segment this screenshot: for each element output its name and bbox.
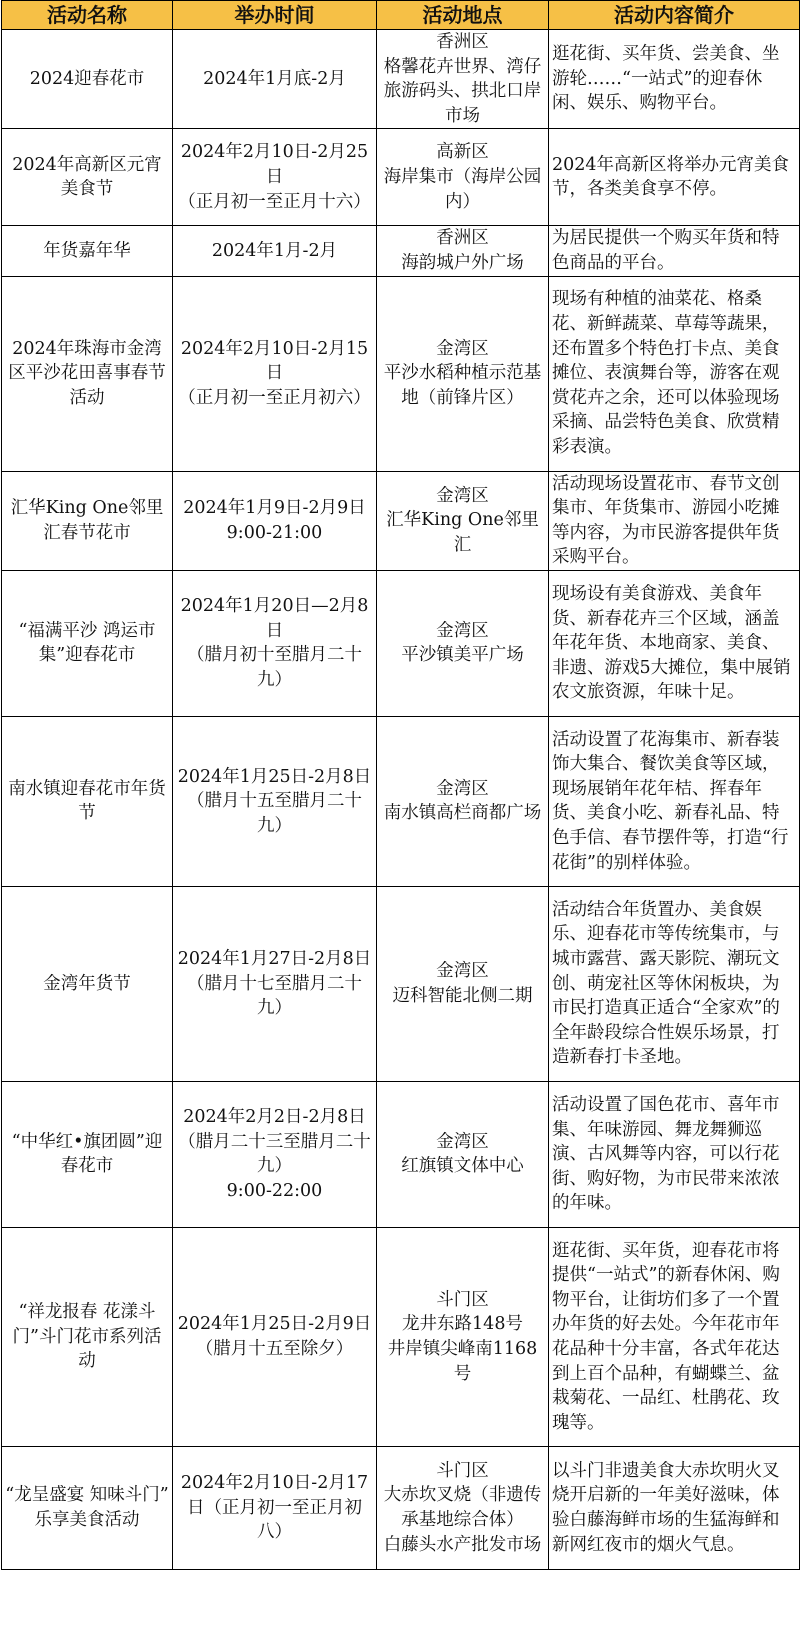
cell-location-text: 金湾区 汇华King One邻里汇 xyxy=(386,485,539,556)
cell-desc-text: 为居民提供一个购买年货和特色商品的平台。 xyxy=(552,228,780,273)
cell-name xyxy=(2,886,173,1081)
table-row xyxy=(2,716,800,886)
cell-location xyxy=(377,1227,549,1446)
table-row xyxy=(2,30,800,129)
cell-desc xyxy=(549,276,800,471)
cell-time xyxy=(173,129,377,226)
cell-location xyxy=(377,276,549,471)
cell-time-text: 2024年1月27日-2月8日 （腊月十七至腊月二十九） xyxy=(177,949,372,1019)
header-location: 活动地点 xyxy=(377,1,549,30)
cell-desc-text: 以斗门非遗美食大赤坎明火叉烧开启新的一年美好滋味，体验白藤海鲜市场的生猛海鲜和新网红夜市的烟火气息。 xyxy=(552,1460,780,1555)
table-row xyxy=(2,129,800,226)
cell-time xyxy=(173,570,377,716)
cell-desc xyxy=(549,1446,800,1569)
cell-desc xyxy=(549,471,800,570)
cell-location xyxy=(377,30,549,129)
cell-location xyxy=(377,129,549,226)
cell-time-text: 2024年2月10日-2月15日 （正月初一至正月初六） xyxy=(178,338,371,408)
cell-name xyxy=(2,1446,173,1569)
cell-time-text: 2024年1月-2月 xyxy=(211,240,338,261)
cell-location xyxy=(377,1446,549,1569)
cell-desc xyxy=(549,1227,800,1446)
header-desc: 活动内容简介 xyxy=(549,1,800,30)
cell-desc-text: 活动现场设置花市、春节文创集市、年货集市、游园小吃摊等内容，为市民游客提供年货采购平台。 xyxy=(552,473,780,568)
cell-desc-text: 逛花街、买年货、尝美食、坐游轮……“一站式”的迎春休闲、娱乐、购物平台。 xyxy=(552,44,780,114)
cell-desc-text: 活动设置了国色花市、喜年市集、年味游园、舞龙舞狮巡演、古风舞等内容，可以行花街、购好物，为市民带来浓浓的年味。 xyxy=(552,1094,780,1214)
cell-location xyxy=(377,886,549,1081)
cell-location-text: 斗门区 大赤坎叉烧（非遗传承基地综合体） 白藤头水产批发市场 xyxy=(383,1460,542,1555)
table-row xyxy=(2,1081,800,1227)
cell-name-text: 年货嘉年华 xyxy=(43,240,131,261)
cell-time xyxy=(173,471,377,570)
table-row xyxy=(2,226,800,276)
cell-name xyxy=(2,276,173,471)
cell-time xyxy=(173,1446,377,1569)
cell-name xyxy=(2,1081,173,1227)
table-row xyxy=(2,276,800,471)
cell-location xyxy=(377,226,549,276)
cell-name-text: 南水镇迎春花市年货节 xyxy=(8,778,166,824)
cell-time xyxy=(173,886,377,1081)
table-row xyxy=(2,1227,800,1446)
cell-location xyxy=(377,471,549,570)
cell-desc-text: 2024年高新区将举办元宵美食节，各类美食享不停。 xyxy=(552,154,790,200)
cell-name xyxy=(2,471,173,570)
table-row xyxy=(2,886,800,1081)
cell-time-text: 2024年1月25日-2月9日 （腊月十五至除夕） xyxy=(177,1314,372,1359)
cell-name xyxy=(2,30,173,129)
cell-time xyxy=(173,1081,377,1227)
cell-location xyxy=(377,1081,549,1227)
table-row xyxy=(2,1446,800,1569)
cell-time xyxy=(173,276,377,471)
cell-location xyxy=(377,716,549,886)
cell-time-text: 2024年1月20日—2月8日 （腊月初十至腊月二十九） xyxy=(180,596,369,691)
cell-name-text: “福满平沙 鸿运市集”迎春花市 xyxy=(18,620,156,666)
header-name: 活动名称 xyxy=(2,1,173,30)
cell-name xyxy=(2,1227,173,1446)
cell-name xyxy=(2,226,173,276)
cell-location-text: 金湾区 南水镇高栏商都广场 xyxy=(383,778,542,824)
cell-desc-text: 逛花街、买年货，迎春花市将提供“一站式”的新春休闲、购物平台，让街坊们多了一个置办年货的好去处。今年花市年花品种十分丰富，各式年花达到上百个品种，有蝴蝶兰、盆栽菊花、一品红、杜鹃花、玫瑰等。 xyxy=(552,1240,780,1433)
cell-time xyxy=(173,1227,377,1446)
cell-time-text: 2024年1月9日-2月9日 9:00-21:00 xyxy=(183,498,366,543)
table-row xyxy=(2,570,800,716)
cell-name-text: “祥龙报春 花漾斗门”斗门花市系列活动 xyxy=(12,1302,162,1372)
cell-time-text: 2024年1月底-2月 xyxy=(203,68,346,89)
cell-name-text: “龙呈盛宴 知味斗门” 乐享美食活动 xyxy=(5,1485,169,1530)
cell-desc-text: 活动结合年货置办、美食娱乐、迎春花市等传统集市，与城市露营、露天影院、潮玩文创、萌宠社区等休闲板块，为市民打造真正适合“全家欢”的全年龄段综合性娱乐场景，打造新春打卡圣地。 xyxy=(552,899,780,1068)
cell-desc xyxy=(549,886,800,1081)
cell-desc xyxy=(549,570,800,716)
cell-name-text: 汇华King One邻里汇春节花市 xyxy=(10,498,164,543)
cell-location-text: 斗门区 龙井东路148号 井岸镇尖峰南1168号 xyxy=(387,1289,538,1384)
cell-location-text: 香洲区 海韵城户外广场 xyxy=(401,228,524,273)
header-row xyxy=(2,1,800,30)
table-row xyxy=(2,471,800,570)
cell-desc-text: 现场设有美食游戏、美食年货、新春花卉三个区域，涵盖年花年货、本地商家、美食、非遗、游戏5大摊位，集中展销农文旅资源，年味十足。 xyxy=(552,583,791,703)
cell-name-text: “中华红•旗团圆”迎春花市 xyxy=(11,1131,163,1177)
cell-location-text: 金湾区 平沙镇美平广场 xyxy=(401,620,524,666)
cell-location-text: 金湾区 迈科智能北侧二期 xyxy=(392,961,533,1006)
cell-location xyxy=(377,570,549,716)
cell-location-text: 金湾区 红旗镇文体中心 xyxy=(401,1131,524,1177)
cell-desc xyxy=(549,1081,800,1227)
cell-time-text: 2024年2月10日-2月25日 （正月初一至正月十六） xyxy=(178,142,371,212)
cell-desc xyxy=(549,226,800,276)
cell-time xyxy=(173,716,377,886)
cell-desc xyxy=(549,129,800,226)
cell-name-text: 2024年高新区元宵美食节 xyxy=(12,154,162,200)
cell-name xyxy=(2,716,173,886)
cell-name-text: 2024年珠海市金湾区平沙花田喜事春节活动 xyxy=(8,338,166,408)
cell-desc-text: 活动设置了花海集市、新春装饰大集合、餐饮美食等区域，现场展销年花年桔、挥春年货、美食小吃、新春礼品、特色手信、春节摆件等，打造“行花街”的别样体验。 xyxy=(552,729,789,873)
cell-time-text: 2024年2月2日-2月8日 （腊月二十三至腊月二十九） 9:00-22:00 xyxy=(178,1107,371,1202)
cell-desc xyxy=(549,30,800,129)
cell-name-text: 2024迎春花市 xyxy=(29,68,145,89)
cell-time-text: 2024年1月25日-2月8日 （腊月十五至腊月二十九） xyxy=(177,766,372,836)
cell-name xyxy=(2,570,173,716)
table-body xyxy=(2,30,800,1570)
cell-time xyxy=(173,226,377,276)
cell-location-text: 香洲区 格馨花卉世界、湾仔旅游码头、拱北口岸市场 xyxy=(383,32,542,126)
header-time: 举办时间 xyxy=(173,1,377,30)
cell-location-text: 高新区 海岸集市（海岸公园内） xyxy=(383,142,542,212)
activity-table xyxy=(1,0,800,1570)
cell-time xyxy=(173,30,377,129)
cell-desc xyxy=(549,716,800,886)
cell-name xyxy=(2,129,173,226)
cell-name-text: 金湾年货节 xyxy=(43,973,131,994)
cell-desc-text: 现场有种植的油菜花、格桑花、新鲜蔬菜、草莓等蔬果，还布置多个特色打卡点、美食摊位、表演舞台等，游客在观赏花卉之余，还可以体验现场采摘、品尝特色美食、欣赏精彩表演。 xyxy=(552,289,780,458)
cell-location-text: 金湾区 平沙水稻种植示范基地（前锋片区） xyxy=(383,338,542,408)
cell-time-text: 2024年2月10日-2月17日（正月初一至正月初八） xyxy=(180,1473,369,1543)
